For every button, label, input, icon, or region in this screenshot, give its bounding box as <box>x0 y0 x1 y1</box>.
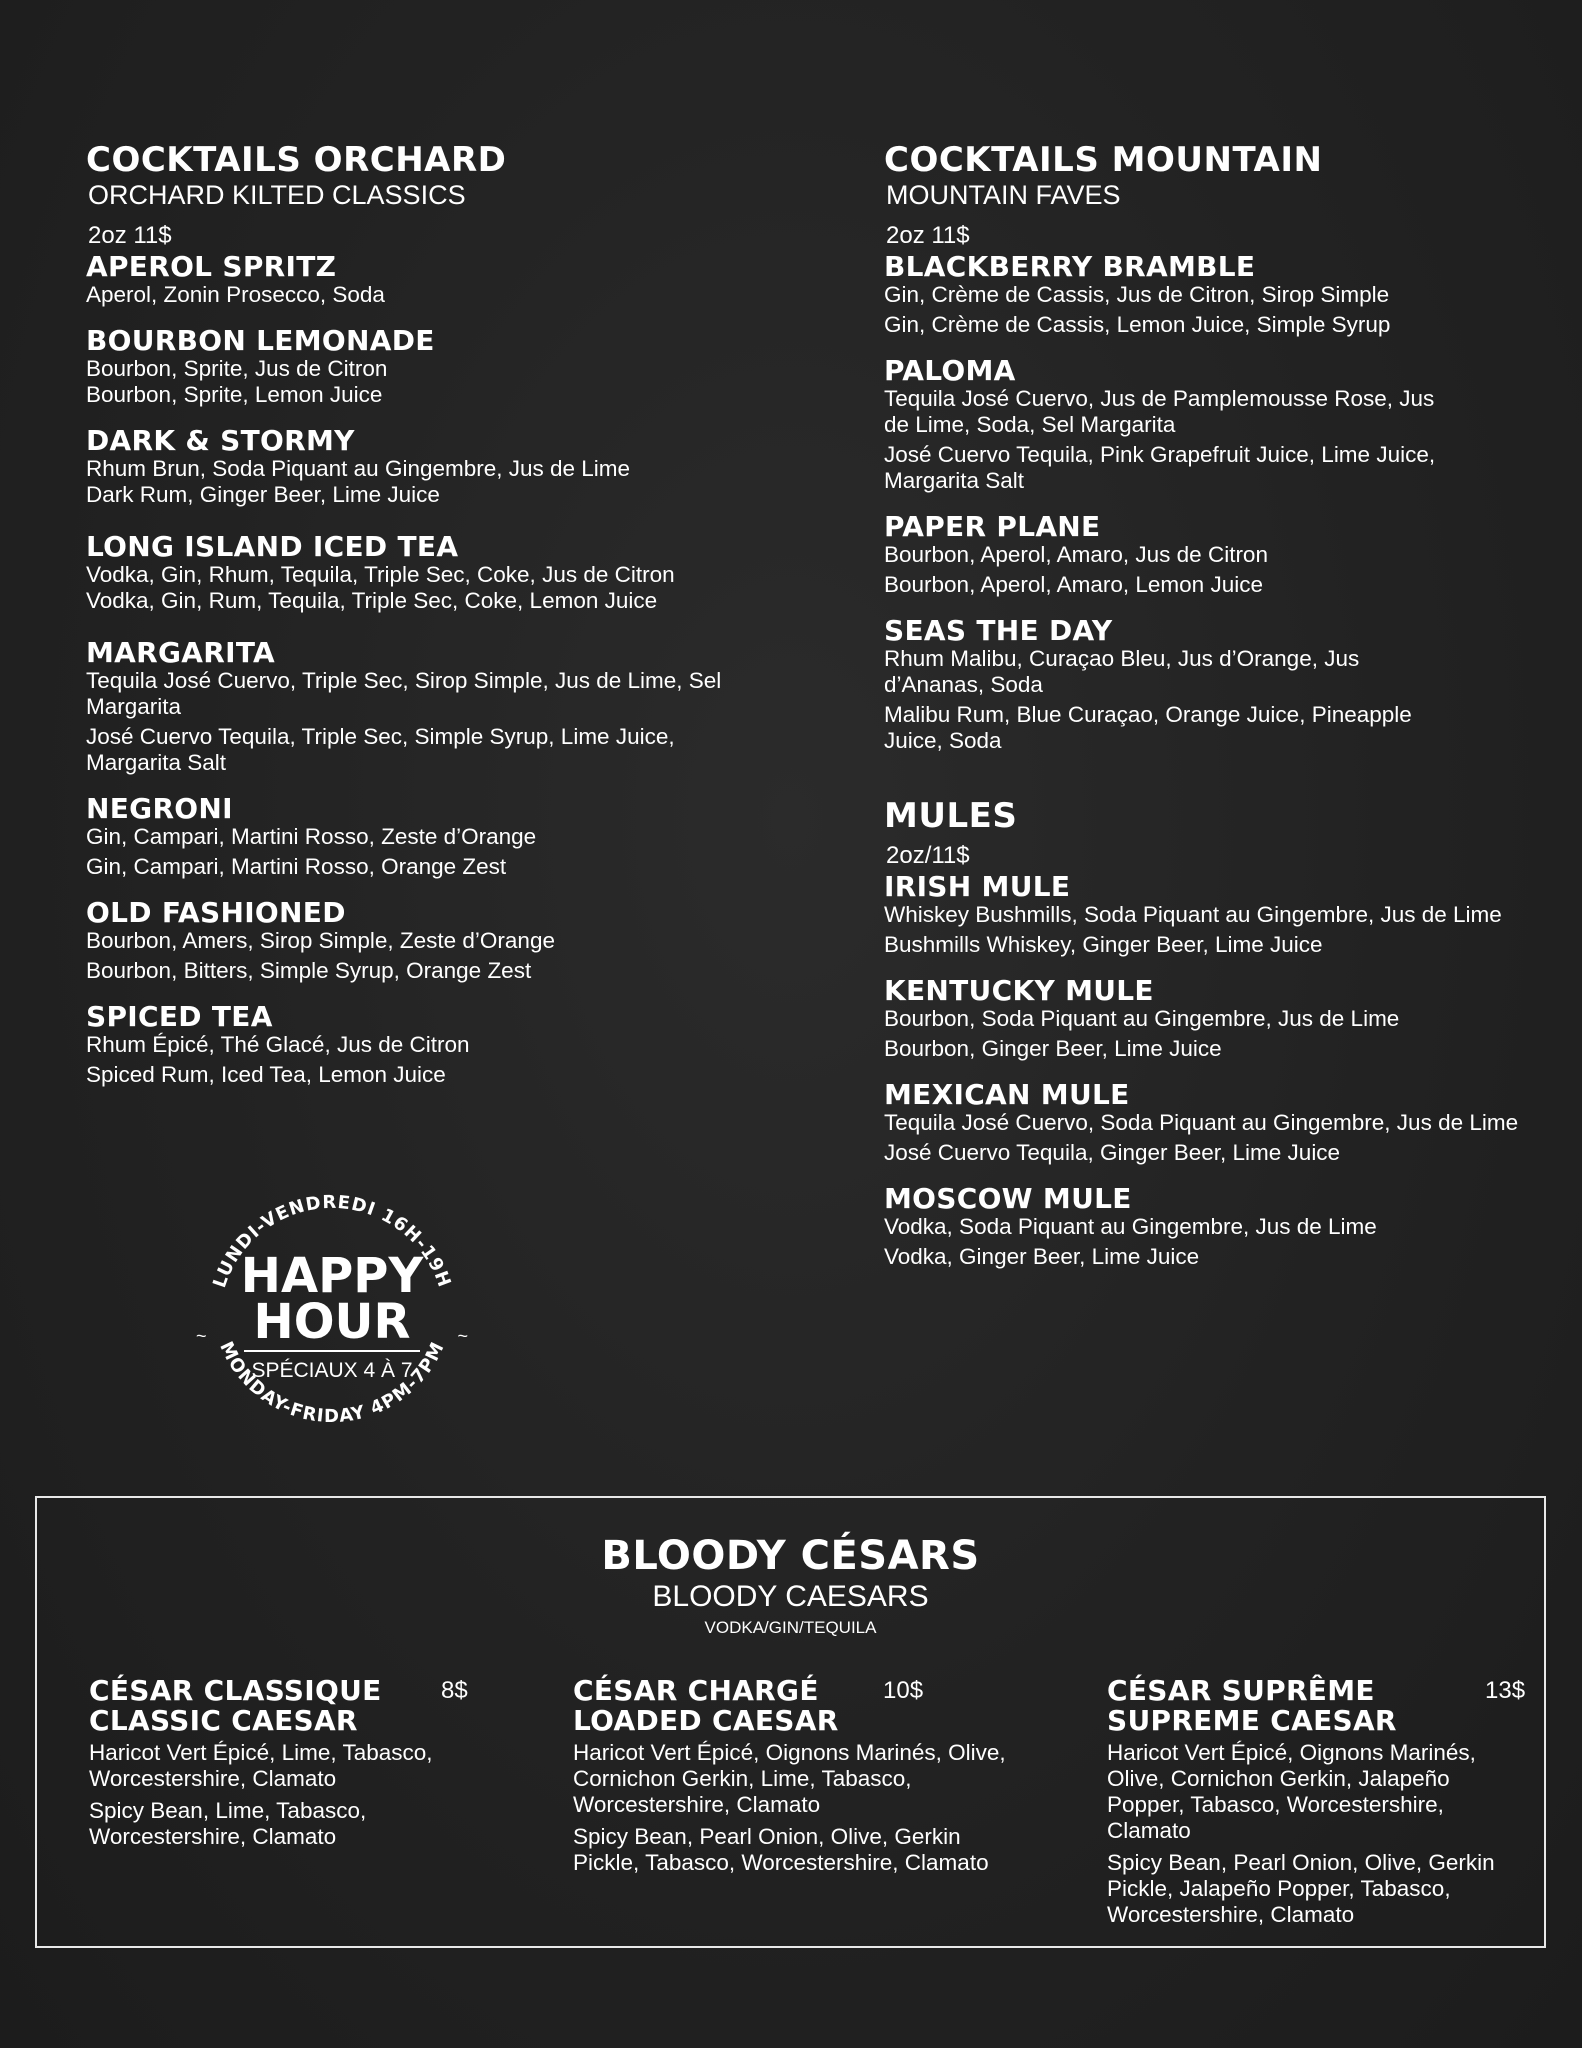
caesar-desc-fr: Haricot Vert Épicé, Oignons Marinés, Olive, Cornichon Gerkin, Lime, Tabasco, Worcestershire, Clamato <box>573 1740 1006 1817</box>
item-desc-en: Bushmills Whiskey, Ginger Beer, Lime Juice <box>884 932 1323 957</box>
caesar-price: 13$ <box>1485 1677 1526 1704</box>
item-desc-fr: Vodka, Soda Piquant au Gingembre, Jus de Lime <box>884 1214 1377 1239</box>
item-name: PAPER PLANE <box>884 510 1101 543</box>
mules-price: 2oz/11$ <box>886 842 970 869</box>
item-desc-en: Vodka, Ginger Beer, Lime Juice <box>884 1244 1200 1269</box>
caesar-name-en: SUPREME CAESAR <box>1107 1704 1397 1737</box>
menu-item <box>884 616 1444 754</box>
item-desc-fr: Bourbon, Sprite, Jus de Citron <box>86 356 388 381</box>
item-name: BLACKBERRY BRAMBLE <box>884 250 1256 283</box>
item-name: KENTUCKY MULE <box>884 974 1154 1007</box>
mules-title: MULES <box>884 796 1018 836</box>
item-desc-fr: Gin, Crème de Cassis, Jus de Citron, Sirop Simple <box>884 282 1390 307</box>
item-desc-fr: Rhum Épicé, Thé Glacé, Jus de Citron <box>86 1032 470 1057</box>
caesar-name-fr: CÉSAR CHARGÉ <box>573 1674 819 1707</box>
menu-item <box>86 638 726 776</box>
item-desc-fr: Tequila José Cuervo, Triple Sec, Sirop Simple, Jus de Lime, Sel Margarita <box>86 668 722 719</box>
menu-item <box>884 1080 1564 1166</box>
item-name: OLD FASHIONED <box>86 896 346 929</box>
caesars-spirits: VODKA/GIN/TEQUILA <box>704 1618 877 1637</box>
item-desc-en: José Cuervo Tequila, Pink Grapefruit Juice, Lime Juice, Margarita Salt <box>884 442 1436 493</box>
menu-item <box>86 426 726 508</box>
caesar-desc-en: Spicy Bean, Lime, Tabasco, Worcestershire, Clamato <box>89 1798 367 1849</box>
happy-hour-divider <box>244 1350 420 1352</box>
caesar-name-en: CLASSIC CAESAR <box>89 1704 358 1737</box>
menu-item <box>884 356 1444 494</box>
item-desc-fr: Whiskey Bushmills, Soda Piquant au Gingembre, Jus de Lime <box>884 902 1502 927</box>
orchard-section <box>86 140 786 1106</box>
item-desc-en: Vodka, Gin, Rum, Tequila, Triple Sec, Coke, Lemon Juice <box>86 588 658 613</box>
item-desc-fr: Gin, Campari, Martini Rosso, Zeste d’Orange <box>86 824 537 849</box>
happy-hour-specials: SPÉCIAUX 4 À 7 <box>251 1359 413 1382</box>
item-desc-en: Malibu Rum, Blue Curaçao, Orange Juice, Pineapple Juice, Soda <box>884 702 1412 753</box>
menu-item <box>884 976 1564 1062</box>
caesar-name-en: LOADED CAESAR <box>573 1704 839 1737</box>
caesar-name-fr: CÉSAR SUPRÊME <box>1107 1674 1375 1707</box>
tilde-right: ~ <box>457 1326 468 1346</box>
mountain-section <box>884 140 1564 1288</box>
caesar-desc-en: Spicy Bean, Pearl Onion, Olive, Gerkin Pickle, Tabasco, Worcestershire, Clamato <box>573 1824 989 1875</box>
item-desc-en: Bourbon, Bitters, Simple Syrup, Orange Zest <box>86 958 532 983</box>
menu-item <box>86 326 726 408</box>
item-desc-en: José Cuervo Tequila, Ginger Beer, Lime Juice <box>884 1140 1341 1165</box>
item-name: SEAS THE DAY <box>884 614 1113 647</box>
caesar-item <box>1107 1676 1527 1928</box>
item-desc-fr: Aperol, Zonin Prosecco, Soda <box>86 282 385 307</box>
item-desc-fr: Bourbon, Aperol, Amaro, Jus de Citron <box>884 542 1268 567</box>
menu-item <box>884 252 1444 338</box>
item-name: IRISH MULE <box>884 870 1071 903</box>
menu-item <box>86 1002 726 1088</box>
caesar-item <box>89 1676 489 1850</box>
item-desc-fr: Rhum Brun, Soda Piquant au Gingembre, Jus de Lime <box>86 456 631 481</box>
item-desc-en: Gin, Crème de Cassis, Lemon Juice, Simple Syrup <box>884 312 1391 337</box>
caesar-price: 8$ <box>441 1677 468 1704</box>
item-desc-fr: Tequila José Cuervo, Jus de Pamplemousse Rose, Jus de Lime, Soda, Sel Margarita <box>884 386 1435 437</box>
caesar-price: 10$ <box>883 1677 924 1704</box>
menu-item <box>884 512 1444 598</box>
item-name: NEGRONI <box>86 792 233 825</box>
item-desc-fr: Rhum Malibu, Curaçao Bleu, Jus d’Orange, Jus d’Ananas, Soda <box>884 646 1360 697</box>
caesar-item <box>573 1676 1043 1876</box>
item-desc-en: Bourbon, Aperol, Amaro, Lemon Juice <box>884 572 1263 597</box>
item-name: LONG ISLAND ICED TEA <box>86 530 459 563</box>
item-name: PALOMA <box>884 354 1016 387</box>
mountain-title: COCKTAILS MOUNTAIN <box>884 140 1323 180</box>
caesar-desc-fr: Haricot Vert Épicé, Oignons Marinés, Olive, Cornichon Gerkin, Jalapeño Popper, Tabasco, Worcestershire, Clamato <box>1107 1740 1476 1843</box>
orchard-price: 2oz 11$ <box>88 222 172 249</box>
caesar-desc-en: Spicy Bean, Pearl Onion, Olive, Gerkin Pickle, Jalapeño Popper, Tabasco, Worcestershire, Clamato <box>1107 1850 1495 1927</box>
menu-item <box>86 794 726 880</box>
item-desc-fr: Vodka, Gin, Rhum, Tequila, Triple Sec, Coke, Jus de Citron <box>86 562 675 587</box>
item-desc-fr: Tequila José Cuervo, Soda Piquant au Gingembre, Jus de Lime <box>884 1110 1519 1135</box>
menu-item <box>884 872 1564 958</box>
item-desc-en: José Cuervo Tequila, Triple Sec, Simple Syrup, Lime Juice, Margarita Salt <box>86 724 675 775</box>
tilde-left: ~ <box>196 1326 207 1346</box>
happy-hour-badge <box>192 1170 472 1450</box>
item-desc-en: Bourbon, Sprite, Lemon Juice <box>86 382 383 407</box>
menu-item <box>884 1184 1564 1270</box>
mountain-subtitle: MOUNTAIN FAVES <box>886 180 1121 210</box>
menu-item <box>86 898 726 984</box>
item-name: APEROL SPRITZ <box>86 250 337 283</box>
hour-word: HOUR <box>253 1294 411 1350</box>
item-name: SPICED TEA <box>86 1000 273 1033</box>
happy-hour-top-arc: LUNDI-VENDREDI 16H-19H <box>209 1191 455 1291</box>
item-desc-en: Dark Rum, Ginger Beer, Lime Juice <box>86 482 440 507</box>
item-desc-en: Bourbon, Ginger Beer, Lime Juice <box>884 1036 1222 1061</box>
caesar-name-fr: CÉSAR CLASSIQUE <box>89 1674 382 1707</box>
item-name: MARGARITA <box>86 636 276 669</box>
caesars-section <box>35 1496 1546 1948</box>
caesars-title: BLOODY CÉSARS <box>601 1533 980 1579</box>
happy-word: HAPPY <box>240 1248 424 1304</box>
item-desc-en: Spiced Rum, Iced Tea, Lemon Juice <box>86 1062 446 1087</box>
caesars-subtitle: BLOODY CAESARS <box>652 1580 929 1613</box>
item-desc-fr: Bourbon, Soda Piquant au Gingembre, Jus de Lime <box>884 1006 1400 1031</box>
mountain-price: 2oz 11$ <box>886 222 970 249</box>
item-name: MEXICAN MULE <box>884 1078 1130 1111</box>
menu-item <box>86 252 726 308</box>
item-name: MOSCOW MULE <box>884 1182 1132 1215</box>
item-name: BOURBON LEMONADE <box>86 324 435 357</box>
orchard-title: COCKTAILS ORCHARD <box>86 140 507 180</box>
item-name: DARK & STORMY <box>86 424 355 457</box>
menu-item <box>86 532 726 614</box>
caesar-desc-fr: Haricot Vert Épicé, Lime, Tabasco, Worcestershire, Clamato <box>89 1740 433 1791</box>
orchard-subtitle: ORCHARD KILTED CLASSICS <box>88 180 466 210</box>
happy-hour-bottom-arc: MONDAY-FRIDAY 4PM-7PM <box>215 1338 449 1428</box>
item-desc-fr: Bourbon, Amers, Sirop Simple, Zeste d’Orange <box>86 928 555 953</box>
item-desc-en: Gin, Campari, Martini Rosso, Orange Zest <box>86 854 507 879</box>
